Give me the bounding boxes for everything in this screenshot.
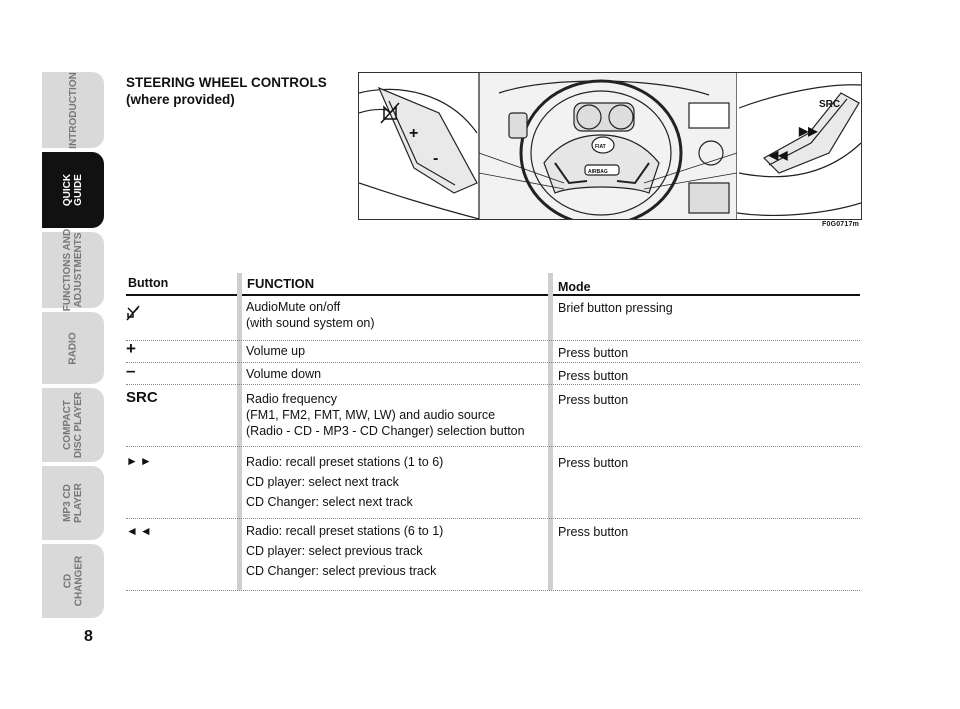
row-mode: Press button xyxy=(558,346,629,360)
figure-label-src: SRC xyxy=(819,99,841,110)
function-line: Radio: recall preset stations (6 to 1) xyxy=(246,524,444,538)
tab-label: INTRODUCTION xyxy=(67,71,79,149)
row-mode: Press button xyxy=(558,393,629,407)
tab-compact-disc-player[interactable] xyxy=(42,388,104,462)
table-row xyxy=(126,340,860,363)
tab-label: MP3 CD PLAYER xyxy=(62,483,84,523)
title-line-1: STEERING WHEEL CONTROLS xyxy=(126,75,327,90)
row-mode: Press button xyxy=(558,369,629,383)
row-function xyxy=(246,343,305,359)
function-line: (with sound system on) xyxy=(246,316,375,330)
section-title xyxy=(126,74,327,108)
row-button-src: SRC xyxy=(126,389,158,406)
title-line-2: (where provided) xyxy=(126,92,235,107)
tab-functions-adjustments[interactable] xyxy=(42,228,104,312)
mute-icon xyxy=(126,305,140,321)
tab-radio[interactable] xyxy=(42,312,104,384)
figure-code: F0G0717m xyxy=(822,221,860,228)
tab-quick-guide[interactable] xyxy=(42,152,104,228)
row-mode: Press button xyxy=(558,525,629,539)
tab-introduction[interactable] xyxy=(42,72,104,148)
table-row xyxy=(126,362,860,385)
row-function xyxy=(246,299,375,331)
page-number: 8 xyxy=(84,628,93,645)
tab-label: COMPACT DISC PLAYER xyxy=(62,391,85,459)
tab-label: RADIO xyxy=(67,331,79,365)
row-button-previous: ◄◄ xyxy=(126,524,154,538)
row-mode: Press button xyxy=(558,456,629,470)
function-line: Volume down xyxy=(246,367,322,381)
row-function xyxy=(246,391,525,439)
row-function xyxy=(246,452,443,512)
row-button-minus: – xyxy=(126,361,136,380)
function-line: Radio: recall preset stations (1 to 6) xyxy=(246,455,444,469)
table-row xyxy=(126,296,860,341)
steering-wheel-illustration xyxy=(359,73,861,219)
row-function xyxy=(246,521,443,581)
table-row xyxy=(126,518,860,591)
table-row xyxy=(126,446,860,519)
figure-label-minus: - xyxy=(433,150,439,167)
row-button-plus: + xyxy=(126,339,136,358)
function-line: Volume up xyxy=(246,344,306,358)
row-button-mute xyxy=(126,305,140,325)
tab-mp3-cd-player[interactable] xyxy=(42,466,104,540)
figure-logo: FIAT xyxy=(595,144,606,150)
function-line: (FM1, FM2, FMT, MW, LW) and audio source xyxy=(246,408,496,422)
figure-label-next: ▶▶ xyxy=(799,124,818,138)
table-row xyxy=(126,384,860,447)
header-function: FUNCTION xyxy=(247,276,315,291)
tab-label: QUICK GUIDE xyxy=(61,173,84,207)
function-line: CD Changer: select next track xyxy=(246,495,413,509)
function-line: (Radio - CD - MP3 - CD Changer) selection button xyxy=(246,424,525,438)
header-mode: Mode xyxy=(558,280,591,294)
function-line: AudioMute on/off xyxy=(246,300,341,314)
figure-airbag: AIRBAG xyxy=(588,169,608,175)
header-button: Button xyxy=(128,276,169,290)
tab-label: CD CHANGER xyxy=(62,555,84,607)
row-function xyxy=(246,366,321,382)
function-line: CD Changer: select previous track xyxy=(246,564,437,578)
tab-cd-changer[interactable] xyxy=(42,544,104,618)
figure-label-prev: ◀◀ xyxy=(769,148,788,162)
tab-label: FUNCTIONS AND ADJUSTMENTS xyxy=(62,228,84,312)
function-line: CD player: select previous track xyxy=(246,544,423,558)
row-mode: Brief button pressing xyxy=(558,301,673,315)
steering-wheel-figure xyxy=(358,72,862,220)
function-line: CD player: select next track xyxy=(246,475,399,489)
figure-label-plus: + xyxy=(409,125,419,142)
row-button-next: ►► xyxy=(126,454,154,468)
function-line: Radio frequency xyxy=(246,392,338,406)
